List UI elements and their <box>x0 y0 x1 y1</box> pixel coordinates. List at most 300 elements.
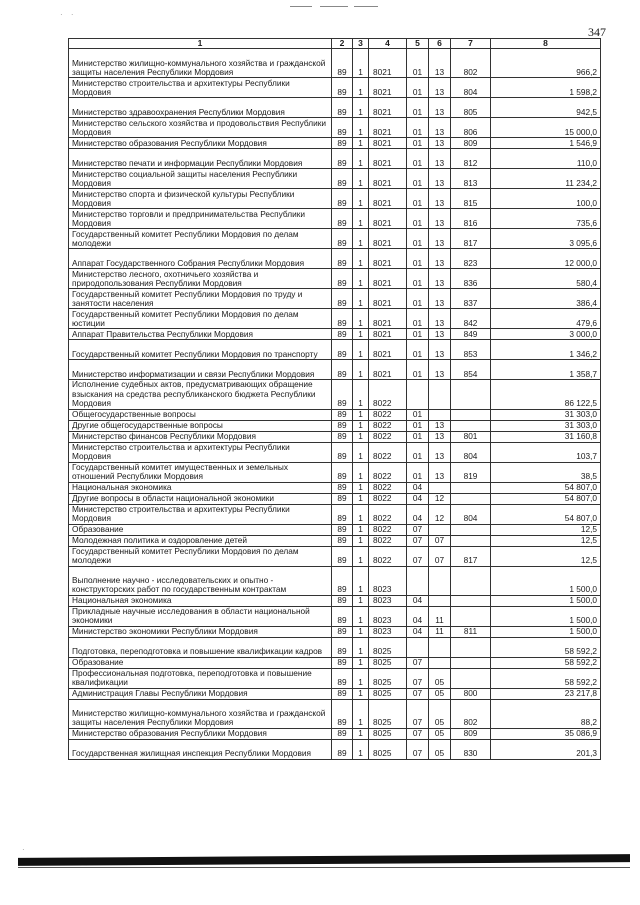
row-code-2: 89 <box>332 269 353 289</box>
row-code-6: 05 <box>429 728 451 739</box>
row-code-6: 11 <box>429 606 451 626</box>
row-code-7: 830 <box>451 739 491 759</box>
row-amount: 966,2 <box>491 49 601 78</box>
row-code-7: 854 <box>451 360 491 380</box>
row-code-6: 13 <box>429 138 451 149</box>
row-code-2: 89 <box>332 169 353 189</box>
row-code-6: 07 <box>429 546 451 566</box>
row-code-2: 89 <box>332 535 353 546</box>
row-code-5: 07 <box>407 668 429 688</box>
row-code-3: 1 <box>353 739 369 759</box>
row-code-6: 13 <box>429 309 451 329</box>
row-code-2: 89 <box>332 380 353 409</box>
row-code-6: 13 <box>429 431 451 442</box>
row-code-5: 01 <box>407 360 429 380</box>
row-name: Выполнение научно - исследовательских и опытно - конструкторских работ по государственным контрактам <box>69 566 332 595</box>
row-code-5: 01 <box>407 98 429 118</box>
row-code-2: 89 <box>332 138 353 149</box>
row-amount: 12,5 <box>491 546 601 566</box>
row-amount: 1 598,2 <box>491 78 601 98</box>
row-code-6: 12 <box>429 493 451 504</box>
row-code-4: 8022 <box>369 409 407 420</box>
row-code-2: 89 <box>332 739 353 759</box>
row-code-6: 13 <box>429 78 451 98</box>
table-row <box>69 493 601 504</box>
row-code-6: 13 <box>429 149 451 169</box>
row-amount: 1 500,0 <box>491 626 601 637</box>
row-code-7: 812 <box>451 149 491 169</box>
row-amount: 942,5 <box>491 98 601 118</box>
row-code-5: 01 <box>407 309 429 329</box>
row-code-2: 89 <box>332 728 353 739</box>
row-code-3: 1 <box>353 535 369 546</box>
row-amount: 1 500,0 <box>491 606 601 626</box>
row-code-2: 89 <box>332 229 353 249</box>
row-code-7: 811 <box>451 626 491 637</box>
row-code-7 <box>451 420 491 431</box>
row-code-6 <box>429 657 451 668</box>
row-code-2: 89 <box>332 209 353 229</box>
row-code-3: 1 <box>353 606 369 626</box>
row-amount: 1 358,7 <box>491 360 601 380</box>
table-row <box>69 482 601 493</box>
table-header-row <box>69 39 601 49</box>
table-row <box>69 169 601 189</box>
row-code-2: 89 <box>332 289 353 309</box>
row-code-7: 804 <box>451 442 491 462</box>
row-name: Национальная экономика <box>69 482 332 493</box>
row-code-7 <box>451 380 491 409</box>
row-name: Министерство социальной защиты населения Республики Мордовия <box>69 169 332 189</box>
row-code-5 <box>407 566 429 595</box>
row-name: Другие общегосударственные вопросы <box>69 420 332 431</box>
row-code-2: 89 <box>332 606 353 626</box>
row-name: Министерство строительства и архитектуры Республики Мордовия <box>69 78 332 98</box>
row-code-6: 13 <box>429 269 451 289</box>
table-row <box>69 442 601 462</box>
row-code-7: 837 <box>451 289 491 309</box>
row-code-4: 8023 <box>369 566 407 595</box>
scan-artifact-dots: · · <box>60 10 77 19</box>
row-code-5: 07 <box>407 535 429 546</box>
table-row <box>69 728 601 739</box>
scan-artifact-margin: · <box>22 845 25 854</box>
row-code-2: 89 <box>332 442 353 462</box>
row-code-4: 8022 <box>369 524 407 535</box>
row-code-6: 13 <box>429 462 451 482</box>
table-row <box>69 504 601 524</box>
row-code-3: 1 <box>353 420 369 431</box>
row-code-6: 13 <box>429 340 451 360</box>
row-code-3: 1 <box>353 189 369 209</box>
row-code-7: 815 <box>451 189 491 209</box>
row-code-3: 1 <box>353 442 369 462</box>
row-code-4: 8021 <box>369 78 407 98</box>
row-code-7 <box>451 637 491 657</box>
row-code-6: 13 <box>429 49 451 78</box>
row-code-3: 1 <box>353 309 369 329</box>
row-code-6 <box>429 595 451 606</box>
row-code-7: 817 <box>451 229 491 249</box>
table-row <box>69 595 601 606</box>
row-code-5: 01 <box>407 49 429 78</box>
row-name: Министерство образования Республики Мордовия <box>69 728 332 739</box>
table-row <box>69 524 601 535</box>
row-code-4: 8021 <box>369 118 407 138</box>
row-code-4: 8022 <box>369 493 407 504</box>
row-code-5: 01 <box>407 289 429 309</box>
row-code-2: 89 <box>332 78 353 98</box>
row-code-2: 89 <box>332 149 353 169</box>
row-amount: 201,3 <box>491 739 601 759</box>
row-code-2: 89 <box>332 360 353 380</box>
row-code-3: 1 <box>353 688 369 699</box>
row-code-3: 1 <box>353 289 369 309</box>
row-code-2: 89 <box>332 504 353 524</box>
row-code-2: 89 <box>332 189 353 209</box>
row-code-4: 8022 <box>369 380 407 409</box>
row-code-2: 89 <box>332 546 353 566</box>
row-code-5: 04 <box>407 504 429 524</box>
row-code-2: 89 <box>332 462 353 482</box>
row-name: Подготовка, переподготовка и повышение квалификации кадров <box>69 637 332 657</box>
scan-bottom-line <box>18 867 630 868</box>
row-code-3: 1 <box>353 49 369 78</box>
row-code-5: 04 <box>407 626 429 637</box>
row-code-5: 01 <box>407 420 429 431</box>
table-row <box>69 340 601 360</box>
row-code-3: 1 <box>353 78 369 98</box>
table-row <box>69 546 601 566</box>
row-name: Государственный комитет имущественных и земельных отношений Республики Мордовия <box>69 462 332 482</box>
row-code-6 <box>429 482 451 493</box>
row-code-2: 89 <box>332 566 353 595</box>
row-name: Государственная жилищная инспекция Республики Мордовия <box>69 739 332 759</box>
row-code-3: 1 <box>353 409 369 420</box>
row-amount: 31 303,0 <box>491 420 601 431</box>
table-row <box>69 78 601 98</box>
row-code-4: 8025 <box>369 637 407 657</box>
row-code-5: 01 <box>407 149 429 169</box>
row-code-2: 89 <box>332 309 353 329</box>
row-code-5 <box>407 637 429 657</box>
row-name: Государственный комитет Республики Мордовия по делам юстиции <box>69 309 332 329</box>
row-name: Министерство жилищно-коммунального хозяйства и гражданской защиты населения Республики Мордовия <box>69 49 332 78</box>
row-code-4: 8025 <box>369 657 407 668</box>
column-header: 4 <box>369 39 407 49</box>
row-code-6: 13 <box>429 209 451 229</box>
table-row <box>69 209 601 229</box>
row-name: Министерство сельского хозяйства и продовольствия Республики Мордовия <box>69 118 332 138</box>
page-number: 347 <box>588 25 606 39</box>
column-header: 1 <box>69 39 332 49</box>
row-name: Аппарат Правительства Республики Мордовия <box>69 329 332 340</box>
row-amount: 38,5 <box>491 462 601 482</box>
row-amount: 1 546,9 <box>491 138 601 149</box>
row-code-2: 89 <box>332 493 353 504</box>
row-amount: 31 160,8 <box>491 431 601 442</box>
row-code-7: 802 <box>451 49 491 78</box>
row-code-3: 1 <box>353 493 369 504</box>
row-code-6: 11 <box>429 626 451 637</box>
row-name: Министерство печати и информации Республики Мордовия <box>69 149 332 169</box>
table-row <box>69 431 601 442</box>
row-code-3: 1 <box>353 340 369 360</box>
row-code-6: 13 <box>429 118 451 138</box>
row-code-4: 8021 <box>369 249 407 269</box>
table-row <box>69 360 601 380</box>
row-code-4: 8025 <box>369 728 407 739</box>
row-code-6: 05 <box>429 688 451 699</box>
table-row <box>69 637 601 657</box>
row-code-7: 800 <box>451 688 491 699</box>
row-code-3: 1 <box>353 504 369 524</box>
row-code-7: 853 <box>451 340 491 360</box>
row-code-2: 89 <box>332 595 353 606</box>
table-row <box>69 739 601 759</box>
row-code-4: 8021 <box>369 309 407 329</box>
row-code-5: 01 <box>407 118 429 138</box>
row-code-4: 8022 <box>369 482 407 493</box>
row-code-7 <box>451 566 491 595</box>
row-code-6 <box>429 637 451 657</box>
table-row <box>69 668 601 688</box>
row-code-6 <box>429 380 451 409</box>
row-code-3: 1 <box>353 269 369 289</box>
row-code-6: 13 <box>429 420 451 431</box>
row-code-2: 89 <box>332 688 353 699</box>
row-code-7: 836 <box>451 269 491 289</box>
row-code-7 <box>451 409 491 420</box>
row-code-7: 817 <box>451 546 491 566</box>
row-code-2: 89 <box>332 329 353 340</box>
column-header: 7 <box>451 39 491 49</box>
table-body <box>69 49 601 759</box>
row-code-5: 01 <box>407 409 429 420</box>
row-code-5: 07 <box>407 699 429 728</box>
table-row <box>69 699 601 728</box>
row-amount: 735,6 <box>491 209 601 229</box>
row-name: Министерство здравоохранения Республики Мордовия <box>69 98 332 118</box>
row-code-5: 07 <box>407 739 429 759</box>
row-code-5: 07 <box>407 524 429 535</box>
column-header: 3 <box>353 39 369 49</box>
row-code-3: 1 <box>353 482 369 493</box>
row-code-4: 8021 <box>369 49 407 78</box>
row-code-4: 8022 <box>369 420 407 431</box>
row-code-7 <box>451 535 491 546</box>
row-code-2: 89 <box>332 482 353 493</box>
row-name: Национальная экономика <box>69 595 332 606</box>
row-code-7 <box>451 482 491 493</box>
row-code-5: 01 <box>407 169 429 189</box>
row-code-4: 8022 <box>369 431 407 442</box>
row-code-2: 89 <box>332 118 353 138</box>
row-code-7: 804 <box>451 78 491 98</box>
row-code-5: 04 <box>407 595 429 606</box>
row-name: Молодежная политика и оздоровление детей <box>69 535 332 546</box>
row-code-2: 89 <box>332 98 353 118</box>
row-code-3: 1 <box>353 249 369 269</box>
table-row <box>69 309 601 329</box>
row-code-7: 801 <box>451 431 491 442</box>
row-name: Министерство образования Республики Мордовия <box>69 138 332 149</box>
row-code-7 <box>451 668 491 688</box>
row-code-5: 01 <box>407 269 429 289</box>
row-code-4: 8022 <box>369 535 407 546</box>
row-name: Общегосударственные вопросы <box>69 409 332 420</box>
row-amount: 1 346,2 <box>491 340 601 360</box>
row-code-6: 07 <box>429 535 451 546</box>
row-name: Государственный комитет Республики Мордовия по труду и занятости населения <box>69 289 332 309</box>
row-amount: 86 122,5 <box>491 380 601 409</box>
row-name: Министерство спорта и физической культуры Республики Мордовия <box>69 189 332 209</box>
row-name: Министерство финансов Республики Мордовия <box>69 431 332 442</box>
row-code-5: 04 <box>407 482 429 493</box>
row-code-3: 1 <box>353 431 369 442</box>
row-code-4: 8022 <box>369 504 407 524</box>
row-code-6: 13 <box>429 442 451 462</box>
column-header: 6 <box>429 39 451 49</box>
row-amount: 12,5 <box>491 535 601 546</box>
row-code-7: 802 <box>451 699 491 728</box>
table-row <box>69 688 601 699</box>
table-row <box>69 535 601 546</box>
row-code-3: 1 <box>353 329 369 340</box>
table-row <box>69 249 601 269</box>
table-row <box>69 269 601 289</box>
row-code-3: 1 <box>353 595 369 606</box>
row-amount: 110,0 <box>491 149 601 169</box>
table-row <box>69 409 601 420</box>
row-code-3: 1 <box>353 462 369 482</box>
column-header: 2 <box>332 39 353 49</box>
row-code-4: 8023 <box>369 595 407 606</box>
row-code-3: 1 <box>353 626 369 637</box>
row-amount: 386,4 <box>491 289 601 309</box>
row-code-2: 89 <box>332 340 353 360</box>
table-row <box>69 566 601 595</box>
row-code-6 <box>429 409 451 420</box>
row-amount: 3 000,0 <box>491 329 601 340</box>
row-amount: 23 217,8 <box>491 688 601 699</box>
row-code-4: 8021 <box>369 229 407 249</box>
row-amount: 580,4 <box>491 269 601 289</box>
row-amount: 103,7 <box>491 442 601 462</box>
row-name: Государственный комитет Республики Мордовия по делам молодежи <box>69 229 332 249</box>
row-code-4: 8021 <box>369 209 407 229</box>
table-row <box>69 289 601 309</box>
row-code-3: 1 <box>353 380 369 409</box>
row-code-7: 819 <box>451 462 491 482</box>
table-row <box>69 626 601 637</box>
row-code-2: 89 <box>332 409 353 420</box>
row-code-3: 1 <box>353 657 369 668</box>
row-code-4: 8021 <box>369 149 407 169</box>
row-code-2: 89 <box>332 637 353 657</box>
row-code-4: 8021 <box>369 169 407 189</box>
row-code-3: 1 <box>353 229 369 249</box>
row-code-7: 804 <box>451 504 491 524</box>
row-code-3: 1 <box>353 728 369 739</box>
row-code-5: 04 <box>407 606 429 626</box>
row-code-3: 1 <box>353 169 369 189</box>
row-name: Аппарат Государственного Собрания Республики Мордовия <box>69 249 332 269</box>
row-code-7 <box>451 595 491 606</box>
row-name: Министерство информатизации и связи Республики Мордовия <box>69 360 332 380</box>
row-code-2: 89 <box>332 626 353 637</box>
row-name: Образование <box>69 524 332 535</box>
row-name: Другие вопросы в области национальной экономики <box>69 493 332 504</box>
row-code-6: 12 <box>429 504 451 524</box>
row-code-6: 13 <box>429 169 451 189</box>
row-code-4: 8021 <box>369 360 407 380</box>
row-name: Министерство строительства и архитектуры Республики Мордовия <box>69 442 332 462</box>
row-name: Образование <box>69 657 332 668</box>
table-row <box>69 138 601 149</box>
row-code-5: 01 <box>407 340 429 360</box>
table-row <box>69 149 601 169</box>
row-amount: 479,6 <box>491 309 601 329</box>
row-amount: 1 500,0 <box>491 595 601 606</box>
row-code-4: 8025 <box>369 688 407 699</box>
row-code-5: 01 <box>407 462 429 482</box>
row-name: Министерство строительства и архитектуры Республики Мордовия <box>69 504 332 524</box>
row-amount: 58 592,2 <box>491 637 601 657</box>
row-amount: 12,5 <box>491 524 601 535</box>
row-code-2: 89 <box>332 657 353 668</box>
row-code-4: 8021 <box>369 189 407 209</box>
row-code-6: 13 <box>429 329 451 340</box>
row-name: Государственный комитет Республики Мордовия по делам молодежи <box>69 546 332 566</box>
row-code-5: 01 <box>407 329 429 340</box>
row-code-2: 89 <box>332 49 353 78</box>
scan-bottom-edge <box>18 854 630 866</box>
row-code-6: 05 <box>429 668 451 688</box>
row-code-4: 8021 <box>369 138 407 149</box>
row-code-5 <box>407 380 429 409</box>
row-code-6: 13 <box>429 249 451 269</box>
row-code-2: 89 <box>332 524 353 535</box>
row-amount: 100,0 <box>491 189 601 209</box>
row-code-5: 07 <box>407 688 429 699</box>
column-header: 5 <box>407 39 429 49</box>
row-code-4: 8022 <box>369 442 407 462</box>
row-name: Исполнение судебных актов, предусматривающих обращение взыскания на средства республиканского бюджета Республики Мордовия <box>69 380 332 409</box>
row-code-2: 89 <box>332 431 353 442</box>
row-amount: 35 086,9 <box>491 728 601 739</box>
row-code-2: 89 <box>332 249 353 269</box>
scan-artifact-top <box>290 4 380 10</box>
row-amount: 58 592,2 <box>491 668 601 688</box>
table-row <box>69 49 601 78</box>
row-code-6: 13 <box>429 189 451 209</box>
row-code-3: 1 <box>353 98 369 118</box>
row-code-3: 1 <box>353 524 369 535</box>
row-code-7: 813 <box>451 169 491 189</box>
row-code-4: 8022 <box>369 462 407 482</box>
row-code-3: 1 <box>353 360 369 380</box>
row-code-7: 849 <box>451 329 491 340</box>
row-amount: 1 500,0 <box>491 566 601 595</box>
row-code-3: 1 <box>353 668 369 688</box>
row-code-2: 89 <box>332 699 353 728</box>
row-code-3: 1 <box>353 209 369 229</box>
table-row <box>69 462 601 482</box>
row-amount: 31 303,0 <box>491 409 601 420</box>
row-amount: 15 000,0 <box>491 118 601 138</box>
row-code-4: 8021 <box>369 269 407 289</box>
